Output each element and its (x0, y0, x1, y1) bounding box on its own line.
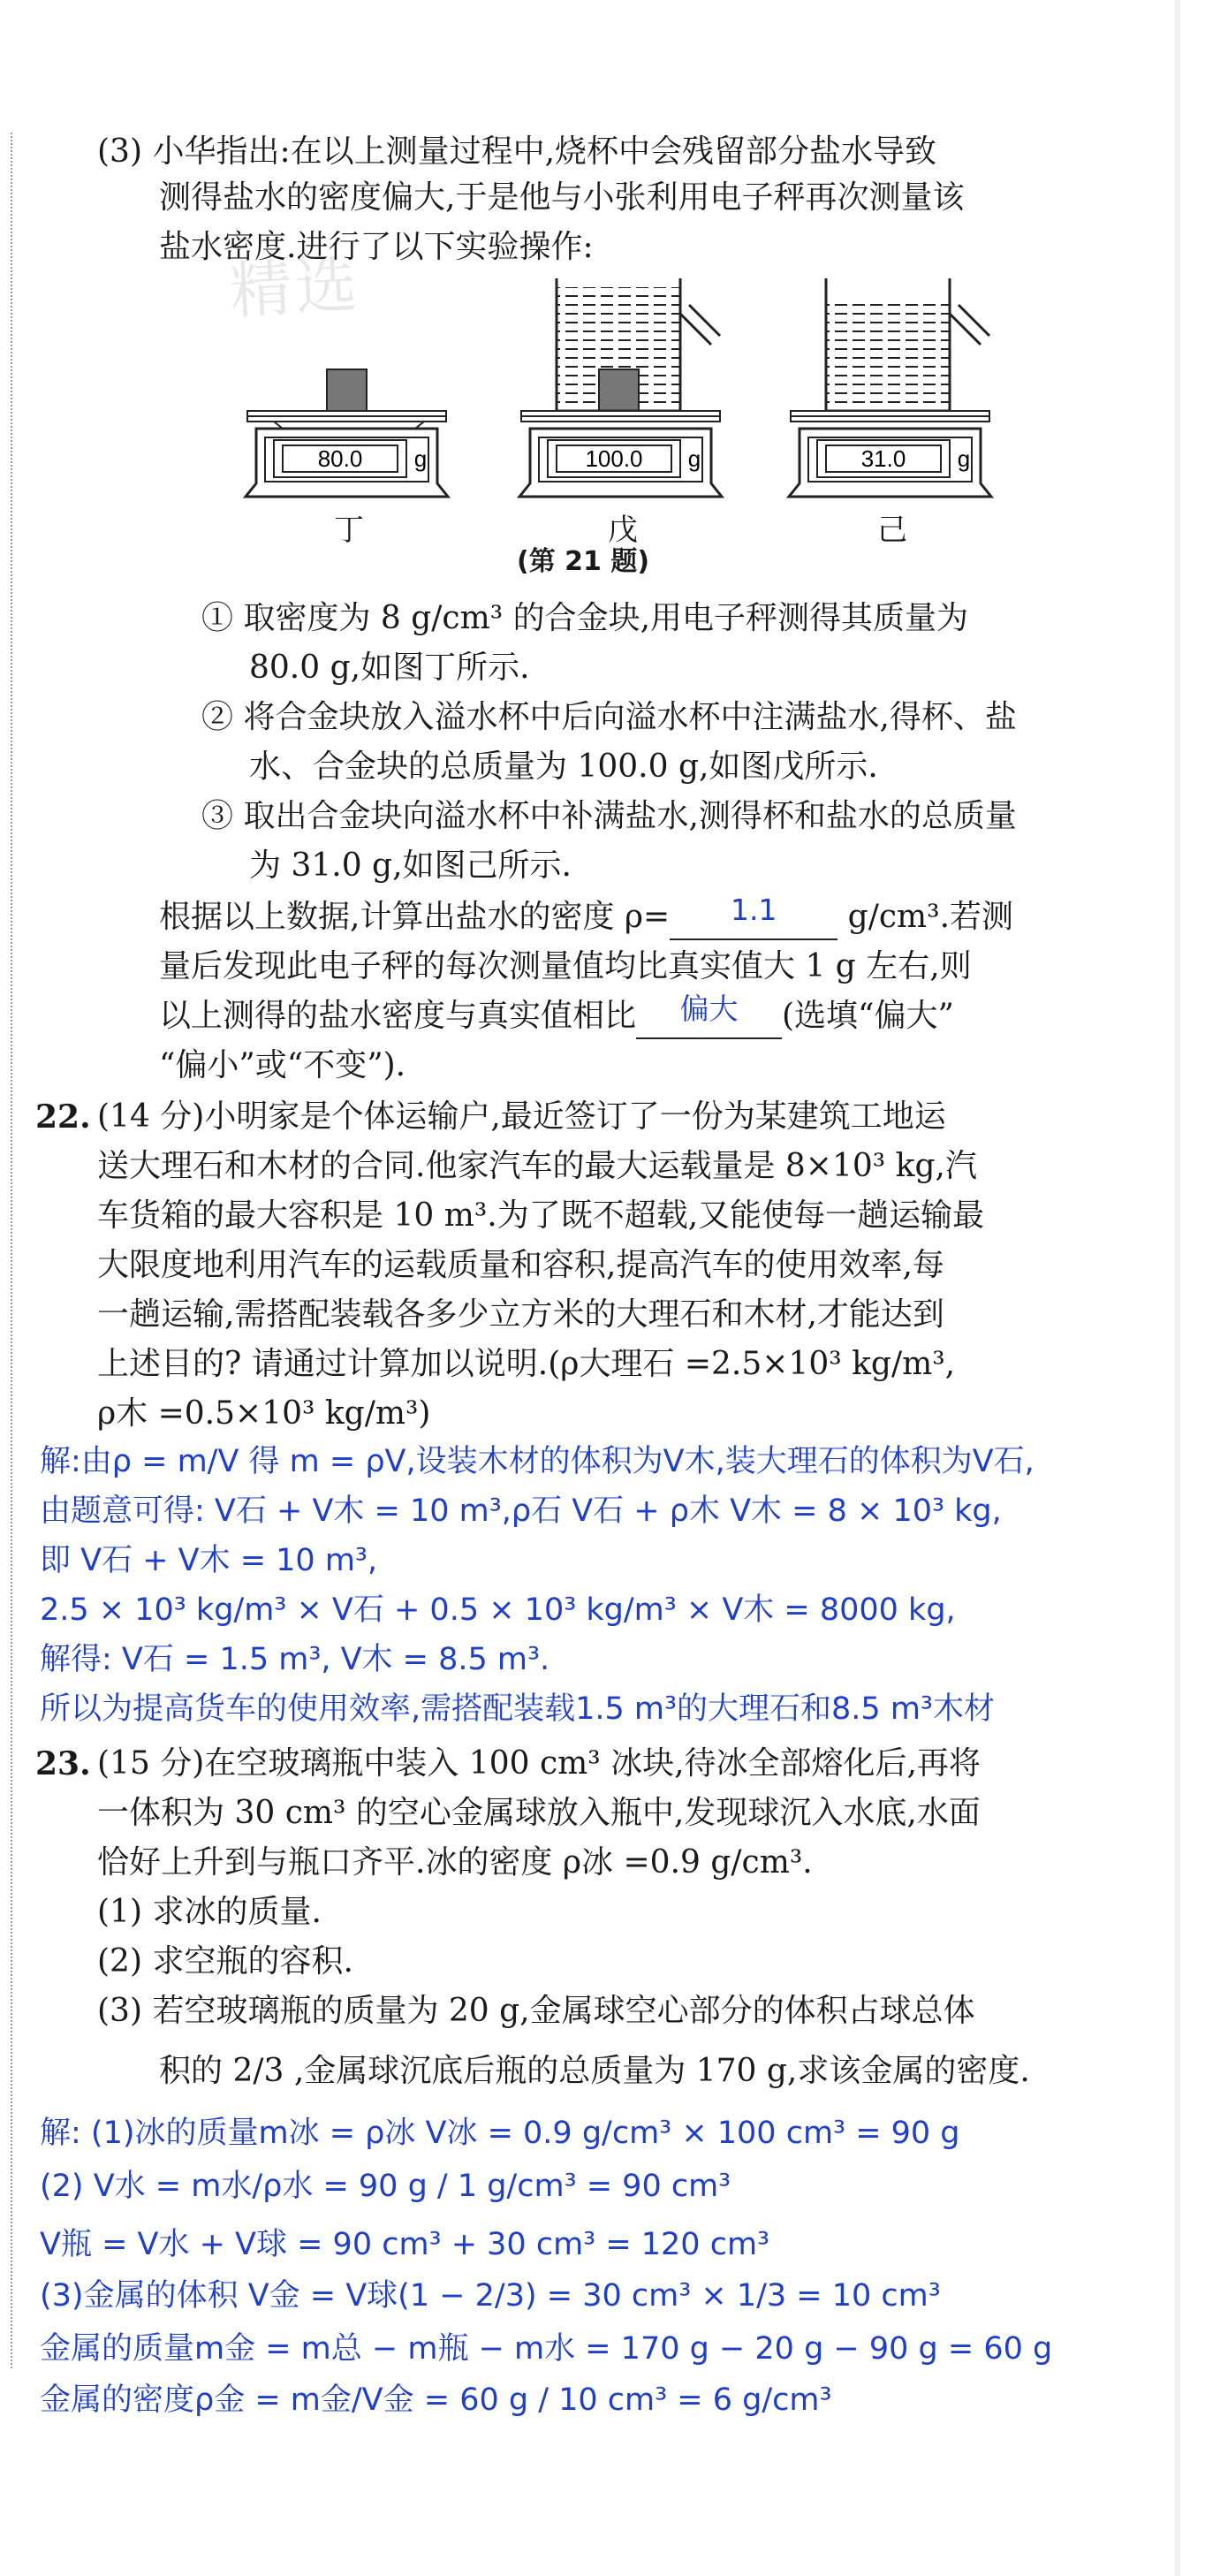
q21-calc-line1 (159, 893, 1014, 940)
q21-step2-line2: 水、合金块的总质量为 100.0 g,如图戊所示. (249, 748, 878, 785)
scale-ding (246, 369, 448, 497)
q22-line4: 大限度地利用汽车的运载质量和容积,提高汽车的使用效率,每 (97, 1247, 944, 1283)
scale-reading: 100.0 (585, 445, 643, 472)
q21-step3-line1: ③ 取出合金块向溢水杯中补满盐水,测得杯和盐水的总质量 (201, 798, 1017, 834)
density-answer: 1.1 (730, 893, 777, 927)
q22-line7: ρ木 =0.5×10³ kg/m³) (97, 1395, 431, 1432)
q21-step1-line1: ① 取密度为 8 g/cm³ 的合金块,用电子秤测得其质量为 (201, 600, 969, 636)
q22-line6: 上述目的? 请通过计算加以说明.(ρ大理石 =2.5×10³ kg/m³, (97, 1346, 956, 1382)
q22-solution-line5: 解得: V石 = 1.5 m³, V木 = 8.5 m³. (40, 1642, 550, 1677)
q21-step2-line1: ② 将合金块放入溢水杯中后向溢水杯中注满盐水,得杯、盐 (201, 699, 1017, 735)
scale-caption-ji: 己 (877, 513, 907, 548)
q23-part2: (2) 求空瓶的容积. (97, 1943, 353, 1979)
scale-caption-wu: 戊 (608, 513, 638, 548)
q21-step3-line2: 为 31.0 g,如图己所示. (249, 847, 572, 884)
scale-ji (789, 278, 991, 497)
scale-caption-ding: 丁 (334, 513, 364, 548)
q22-solution-line2: 由题意可得: V石 + V木 = 10 m³,ρ石 V石 + ρ木 V木 = 8 × 10³ kg, (40, 1493, 1002, 1529)
q23-line3: 恰好上升到与瓶口齐平.冰的密度 ρ冰 =0.9 g/cm³. (97, 1844, 813, 1881)
q21-part3-line2: 测得盐水的密度偏大,于是他与小张利用电子秤再次测量该 (159, 179, 965, 216)
compare-blank (636, 992, 782, 1039)
scale-reading: 80.0 (317, 445, 363, 472)
compare-suffix: (选填“偏大” (782, 998, 954, 1034)
q22-line3: 车货箱的最大容积是 10 m³.为了既不超载,又能使每一趟运输最 (97, 1197, 985, 1234)
figure-caption: (第 21 题) (517, 546, 650, 577)
calc-suffix: g/cm³.若测 (837, 899, 1014, 935)
scale-wu (519, 278, 722, 497)
q23-solution-line2: (2) V水 = m水/ρ水 = 90 g / 1 g/cm³ = 90 cm³ (40, 2169, 731, 2204)
q22-solution-line3: 即 V石 + V木 = 10 m³, (40, 1543, 378, 1578)
q22-solution-line4: 2.5 × 10³ kg/m³ × V石 + 0.5 × 10³ kg/m³ × V木 = 8000 kg, (40, 1592, 956, 1628)
q21-calc-line4: “偏小”或“不变”). (159, 1047, 406, 1083)
density-blank (670, 893, 837, 940)
calc-prefix: 根据以上数据,计算出盐水的密度 ρ= (159, 899, 671, 935)
q23-line1: (15 分)在空玻璃瓶中装入 100 cm³ 冰块,待冰全部熔化后,再将 (97, 1745, 981, 1782)
watermark: 精选 (228, 248, 363, 328)
q23-part3-line2: 积的 2/3 ,金属球沉底后瓶的总质量为 170 g,求该金属的密度. (159, 2053, 1030, 2089)
q22-line2: 送大理石和木材的合同.他家汽车的最大运载量是 8×10³ kg,汽 (97, 1148, 977, 1184)
q21-part3-line1: (3) 小华指出:在以上测量过程中,烧杯中会残留部分盐水导致 (97, 133, 937, 170)
q21-step1-line2: 80.0 g,如图丁所示. (249, 650, 530, 686)
alloy-block (599, 369, 639, 411)
q23-part1: (1) 求冰的质量. (97, 1894, 322, 1930)
q23-solution-line4: (3)金属的体积 V金 = V球(1 − 2/3) = 30 cm³ × 1/3 = 10 cm³ (40, 2278, 941, 2314)
scale-unit: g (957, 445, 971, 472)
scale-unit: g (687, 445, 701, 472)
q22-solution-line6: 所以为提高货车的使用效率,需搭配装载1.5 m³的大理石和8.5 m³木材 (40, 1691, 995, 1727)
q22-line5: 一趟运输,需搭配装载各多少立方米的大理石和木材,才能达到 (97, 1296, 944, 1333)
q23-solution-line5: 金属的质量m金 = m总 − m瓶 − m水 = 170 g − 20 g − 90 g = 60 g (40, 2331, 1053, 2367)
q23-solution-line3: V瓶 = V水 + V球 = 90 cm³ + 30 cm³ = 120 cm³ (40, 2227, 770, 2262)
q23-solution-line1: 解: (1)冰的质量m冰 = ρ冰 V冰 = 0.9 g/cm³ × 100 cm³ = 90 g (40, 2116, 960, 2151)
compare-answer: 偏大 (679, 992, 739, 1026)
q23-part3-line1: (3) 若空玻璃瓶的质量为 20 g,金属球空心部分的体积占球总体 (97, 1993, 975, 2029)
q23-solution-line6: 金属的密度ρ金 = m金/V金 = 60 g / 10 cm³ = 6 g/cm³ (40, 2382, 832, 2418)
q21-calc-line3 (159, 992, 954, 1039)
compare-prefix: 以上测得的盐水密度与真实值相比 (159, 998, 637, 1034)
q21-part3-line3: 盐水密度.进行了以下实验操作: (159, 229, 594, 265)
q22-solution-line1: 解:由ρ = m/V 得 m = ρV,设装木材的体积为V木,装大理石的体积为V石, (40, 1444, 1034, 1479)
q22-line1: (14 分)小明家是个体运输户,最近签订了一份为某建筑工地运 (97, 1098, 946, 1135)
q22-number: 22. (35, 1098, 91, 1136)
q21-calc-line2: 量后发现此电子秤的每次测量值均比真实值大 1 g 左右,则 (159, 948, 972, 984)
scale-reading: 31.0 (860, 445, 906, 472)
q23-number: 23. (35, 1745, 91, 1782)
alloy-block (327, 369, 367, 411)
q23-line2: 一体积为 30 cm³ 的空心金属球放入瓶中,发现球沉入水底,水面 (97, 1795, 981, 1831)
scale-unit: g (413, 445, 428, 472)
